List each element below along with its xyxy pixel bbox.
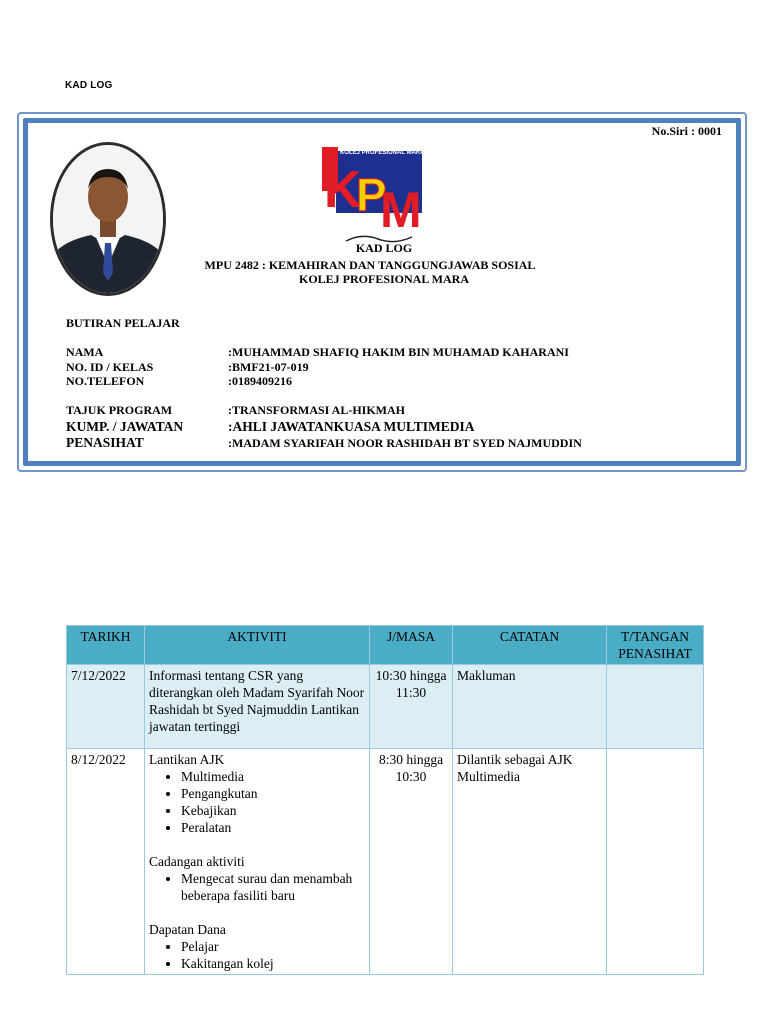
activity-list [149, 938, 365, 972]
column-header: AKTIVITI [145, 626, 370, 665]
activity-heading: Dapatan Dana [149, 922, 226, 937]
field-value: :0189409216 [228, 374, 292, 388]
activity-heading: Lantikan AJK [149, 752, 225, 767]
list-item: • Pelajar [181, 938, 365, 955]
activity-list [149, 870, 365, 904]
cell-signature[interactable] [607, 665, 704, 749]
serial-number: No.Siri : 0001 [651, 124, 722, 138]
table-row [67, 665, 704, 749]
svg-text:KOLEJ PROFESIONAL MARA: KOLEJ PROFESIONAL MARA [340, 150, 425, 156]
list-item: • Kebajikan [181, 802, 365, 819]
column-header: T/TANGAN PENASIHAT [607, 626, 704, 665]
cell-activity [145, 749, 370, 975]
cell-date: 7/12/2022 [67, 665, 145, 749]
activity-log-table [66, 625, 704, 975]
cell-time: 8:30 hingga 10:30 [370, 749, 453, 975]
field-value: :MUHAMMAD SHAFIQ HAKIM BIN MUHAMAD KAHARANI [228, 345, 569, 359]
header-label: KAD LOG [65, 80, 113, 91]
field-position [66, 419, 475, 435]
field-advisor [66, 435, 582, 451]
field-value: :BMF21-07-019 [228, 360, 309, 374]
field-label: NO. ID / KELAS [66, 360, 154, 374]
table-row [67, 749, 704, 975]
card-title: KAD LOG [355, 241, 413, 255]
cell-activity: Informasi tentang CSR yang diterangkan oleh Madam Syarifah Noor Rashidah bt Syed Najmuddin Lantikan jawatan tertinggi [145, 665, 370, 749]
cell-time: 10:30 hingga 11:30 [370, 665, 453, 749]
field-label: KUMP. / JAWATAN [66, 419, 184, 434]
list-item: • Kakitangan kolej [181, 955, 365, 972]
list-item: • Pengangkutan [181, 785, 365, 802]
field-name [66, 345, 569, 360]
column-header: TARIKH [67, 626, 145, 665]
field-value: :MADAM SYARIFAH NOOR RASHIDAH BT SYED NAJMUDDIN [228, 436, 582, 450]
activity-heading: Cadangan aktiviti [149, 854, 245, 869]
list-item: • Multimedia [181, 768, 365, 785]
field-label: NO.TELEFON [66, 374, 145, 388]
list-item: • Peralatan [181, 819, 365, 836]
column-header: CATATAN [453, 626, 607, 665]
column-header: J/MASA [370, 626, 453, 665]
field-label: TAJUK PROGRAM [66, 403, 173, 417]
field-program [66, 403, 406, 418]
table-header-row [67, 626, 704, 665]
cell-note: Makluman [453, 665, 607, 749]
svg-text:M: M [380, 182, 422, 238]
field-label: NAMA [66, 345, 104, 359]
section-heading: BUTIRAN PELAJAR [66, 316, 180, 330]
course-title: MPU 2482 : KEMAHIRAN DAN TANGGUNGJAWAB SOSIAL [204, 258, 536, 272]
college-name: KOLEJ PROFESIONAL MARA [298, 272, 469, 286]
activity-list [149, 768, 365, 836]
svg-text:P: P [356, 169, 387, 221]
kpm-logo [322, 145, 440, 245]
cell-note: Dilantik sebagai AJK Multimedia [453, 749, 607, 975]
list-item: • Mengecat surau dan menambah beberapa fasiliti baru [181, 870, 365, 904]
kpm-logo-image [322, 145, 440, 245]
svg-text:K: K [324, 161, 362, 219]
cell-signature[interactable] [607, 749, 704, 975]
field-label: PENASIHAT [66, 435, 144, 450]
field-value: :AHLI JAWATANKUASA MULTIMEDIA [228, 419, 475, 434]
field-phone [66, 374, 292, 389]
cell-date: 8/12/2022 [67, 749, 145, 975]
field-id-class [66, 360, 309, 375]
field-value: :TRANSFORMASI AL-HIKMAH [228, 403, 406, 417]
